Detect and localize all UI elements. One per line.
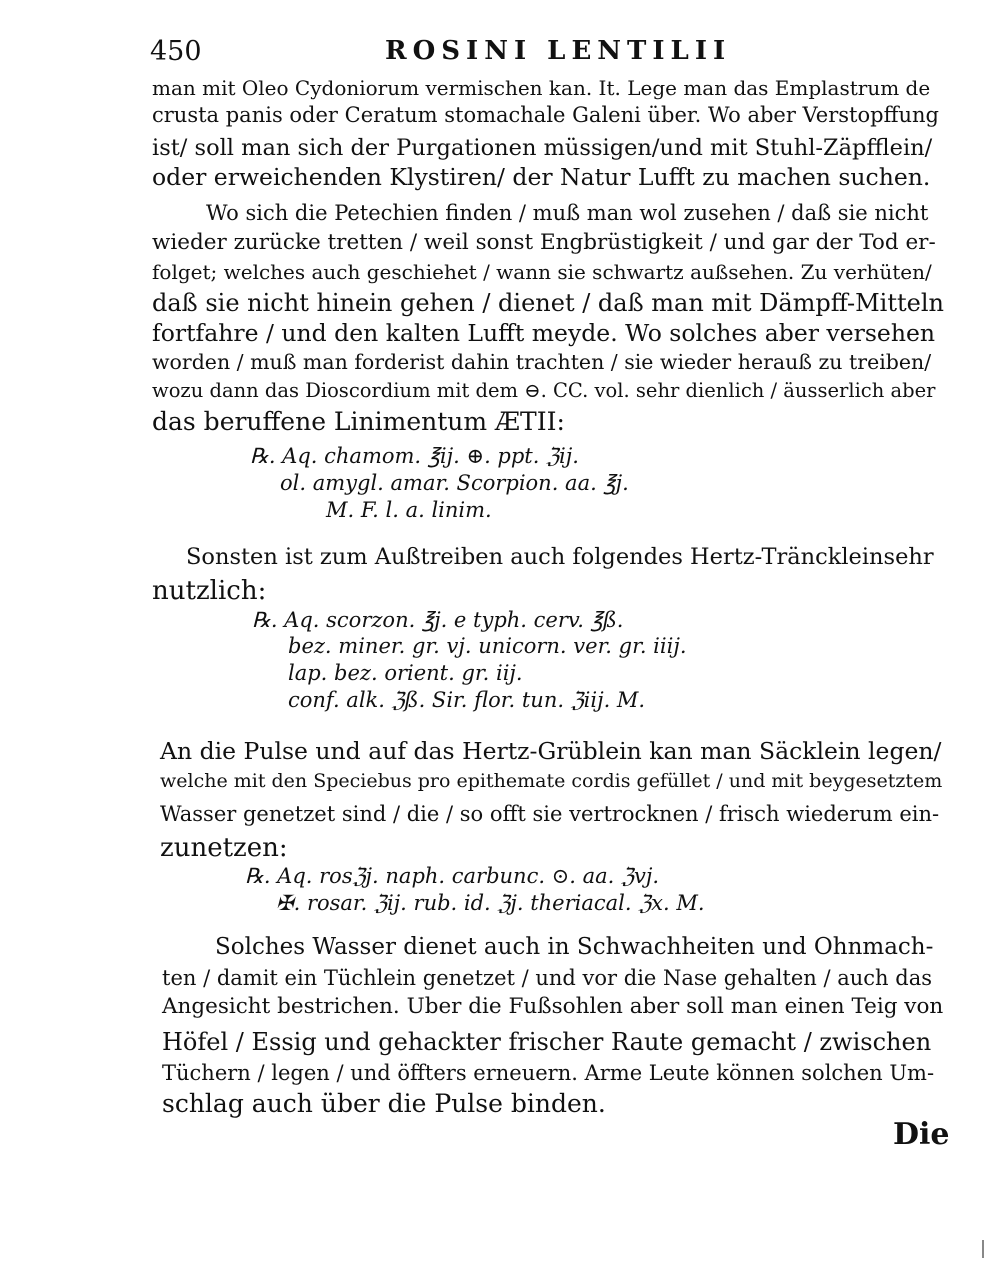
text-line: ist/ soll man sich der Purgationen müssigen/und mit Stuhl-Zäpfflein/ [152, 135, 933, 161]
recipe-line: ℞. Aq. chamom. ℥ij. ⊕. ppt. ℨij. [250, 444, 579, 468]
text-line: Wo sich die Petechien finden / muß man wol zusehen / daß sie nicht [206, 201, 929, 225]
text-line: zunetzen: [160, 833, 288, 863]
text-line: Sonsten ist zum Außtreiben auch folgendes Hertz-Tränckleinsehr [186, 544, 934, 570]
recipe-line: lap. bez. orient. gr. iij. [288, 661, 523, 685]
text-line: das beruffene Linimentum ÆTII: [152, 407, 565, 436]
text-line: Solches Wasser dienet auch in Schwachheiten und Ohnmach- [215, 934, 934, 960]
recipe-line: M. F. l. a. linim. [326, 498, 492, 522]
text-line: man mit Oleo Cydoniorum vermischen kan. It. Lege man das Emplastrum de [152, 76, 931, 100]
text-line: daß sie nicht hinein gehen / dienet / daß man mit Dämpff-Mitteln [152, 289, 944, 317]
recipe-line: conf. alk. ℨß. Sir. flor. tun. ℨiij. M. [288, 688, 646, 712]
text-line: Angesicht bestrichen. Uber die Fußsohlen aber soll man einen Teig von [162, 994, 944, 1019]
text-line: fortfahre / und den kalten Lufft meyde. Wo solches aber versehen [152, 319, 935, 347]
text-line: Höfel / Essig und gehackter frischer Raute gemacht / zwischen [162, 1028, 932, 1056]
running-title: ROSINI LENTILII [385, 36, 732, 66]
text-line: schlag auch über die Pulse binden. [162, 1089, 606, 1118]
page-number: 450 [150, 36, 202, 67]
text-line: oder erweichenden Klystiren/ der Natur Lufft zu machen suchen. [152, 163, 931, 191]
text-line: crusta panis oder Ceratum stomachale Galeni über. Wo aber Verstopffung [152, 103, 939, 127]
recipe-line: ol. amygl. amar. Scorpion. aa. ℥j. [280, 471, 629, 495]
text-line: welche mit den Speciebus pro epithemate cordis gefüllet / und mit beygesetztem [160, 770, 943, 792]
recipe-line: bez. miner. gr. vj. unicorn. ver. gr. iiij. [288, 634, 687, 658]
text-line: wozu dann das Dioscordium mit dem ⊖. CC. vol. sehr dienlich / äusserlich aber [152, 379, 936, 402]
text-line: An die Pulse und auf das Hertz-Grüblein kan man Säcklein legen/ [160, 737, 942, 765]
recipe-line: ℞. Aq. scorzon. ℥j. e typh. cerv. ℥ß. [252, 608, 624, 632]
text-line: worden / muß man forderist dahin trachten / sie wieder herauß zu treiben/ [152, 350, 932, 374]
page-header [150, 28, 950, 68]
text-line: ten / damit ein Tüchlein genetzet / und vor die Nase gehalten / auch das [162, 966, 932, 990]
catchword: Die [893, 1117, 950, 1152]
text-line: Wasser genetzet sind / die / so offt sie vertrocknen / frisch wiederum ein- [160, 802, 940, 826]
recipe-line: ✠. rosar. ℨij. rub. id. ℨj. theriacal. ℨx. M. [276, 891, 705, 915]
text-line: folget; welches auch geschiehet / wann sie schwartz außsehen. Zu verhüten/ [152, 260, 932, 284]
text-line: wieder zurücke tretten / weil sonst Engbrüstigkeit / und gar der Tod er- [152, 230, 936, 255]
page-edge-mark [982, 1240, 984, 1258]
text-line: Tüchern / legen / und öffters erneuern. Arme Leute können solchen Um- [162, 1061, 935, 1085]
recipe-line: ℞. Aq. rosℨj. naph. carbunc. ⊙. aa. ℨvj. [245, 864, 660, 888]
text-line: nutzlich: [152, 576, 267, 606]
